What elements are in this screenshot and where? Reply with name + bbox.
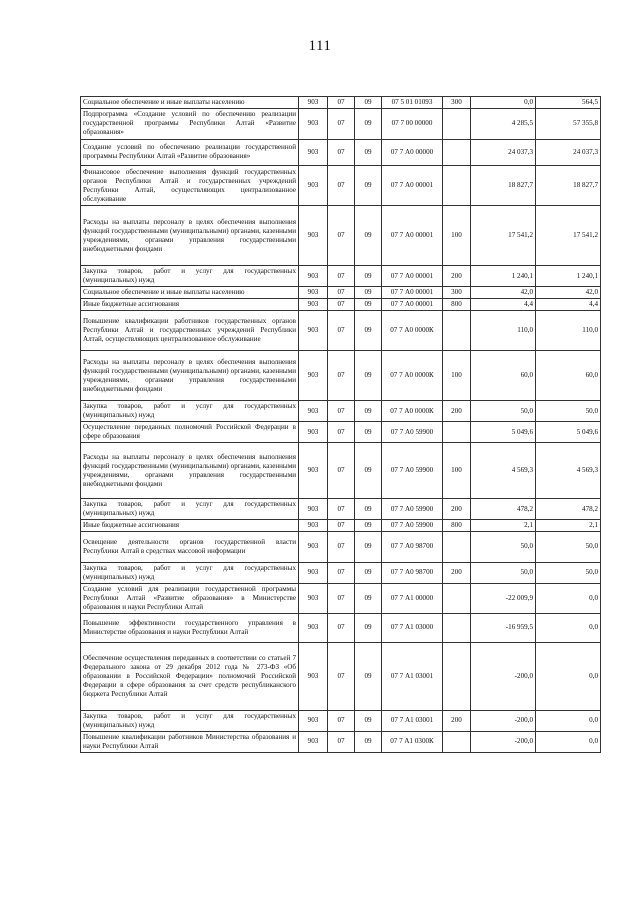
target-article-cell: 07 7 А0 59900 [382, 443, 443, 499]
amount-first-cell: 60,0 [471, 351, 536, 401]
section-code-cell: 07 [328, 401, 355, 422]
section-code-cell: 07 [328, 532, 355, 563]
amount-second-cell: 0,0 [536, 583, 601, 614]
amount-second-cell: 0,0 [536, 614, 601, 643]
row-name-cell: Создание условий по обеспечению реализации государственной программы Республики Алтай «Развитие образования» [81, 139, 299, 166]
amount-second-cell: 60,0 [536, 351, 601, 401]
amount-second-cell: 4,4 [536, 299, 601, 311]
row-name-cell: Осуществление переданных полномочий Российской Федерации в сфере образования [81, 422, 299, 443]
subsection-code-cell: 09 [355, 266, 382, 287]
expense-type-cell: 100 [443, 443, 471, 499]
amount-first-cell: -200,0 [471, 731, 536, 752]
target-article-cell: 07 7 А0 0000К [382, 401, 443, 422]
section-code-cell: 07 [328, 206, 355, 266]
table-row [81, 443, 601, 499]
table-row [81, 97, 601, 109]
table-row [81, 562, 601, 583]
amount-second-cell: 0,0 [536, 731, 601, 752]
section-code-cell: 07 [328, 562, 355, 583]
amount-second-cell: 4 569,3 [536, 443, 601, 499]
subsection-code-cell: 09 [355, 443, 382, 499]
subsection-code-cell: 09 [355, 206, 382, 266]
target-article-cell: 07 7 А0 0000К [382, 311, 443, 351]
ministry-code-cell: 903 [299, 97, 328, 109]
amount-second-cell: 0,0 [536, 710, 601, 731]
table-row [81, 583, 601, 614]
row-name-cell: Закупка товаров, работ и услуг для государственных (муниципальных) нужд [81, 401, 299, 422]
amount-first-cell: 110,0 [471, 311, 536, 351]
target-article-cell: 07 7 А0 00001 [382, 166, 443, 206]
amount-first-cell: 17 541,2 [471, 206, 536, 266]
section-code-cell: 07 [328, 139, 355, 166]
amount-first-cell: 4 569,3 [471, 443, 536, 499]
table-row [81, 731, 601, 752]
table-row [81, 499, 601, 520]
subsection-code-cell: 09 [355, 97, 382, 109]
target-article-cell: 07 7 А1 0300К [382, 731, 443, 752]
target-article-cell: 07 7 00 00000 [382, 109, 443, 140]
ministry-code-cell: 903 [299, 109, 328, 140]
subsection-code-cell: 09 [355, 520, 382, 532]
ministry-code-cell: 903 [299, 299, 328, 311]
ministry-code-cell: 903 [299, 731, 328, 752]
ministry-code-cell: 903 [299, 351, 328, 401]
row-name-cell: Закупка товаров, работ и услуг для государственных (муниципальных) нужд [81, 266, 299, 287]
ministry-code-cell: 903 [299, 422, 328, 443]
amount-first-cell: 50,0 [471, 532, 536, 563]
amount-second-cell: 0,0 [536, 642, 601, 710]
expense-type-cell: 200 [443, 499, 471, 520]
table-row [81, 311, 601, 351]
subsection-code-cell: 09 [355, 311, 382, 351]
expense-type-cell: 200 [443, 401, 471, 422]
subsection-code-cell: 09 [355, 710, 382, 731]
amount-first-cell: 478,2 [471, 499, 536, 520]
section-code-cell: 07 [328, 266, 355, 287]
expense-type-cell [443, 109, 471, 140]
amount-first-cell: -22 009,9 [471, 583, 536, 614]
amount-first-cell: 2,1 [471, 520, 536, 532]
section-code-cell: 07 [328, 109, 355, 140]
target-article-cell: 07 7 А0 00001 [382, 299, 443, 311]
subsection-code-cell: 09 [355, 109, 382, 140]
target-article-cell: 07 7 А0 59900 [382, 422, 443, 443]
target-article-cell: 07 7 А0 00001 [382, 206, 443, 266]
subsection-code-cell: 09 [355, 614, 382, 643]
amount-second-cell: 50,0 [536, 562, 601, 583]
expense-type-cell: 200 [443, 266, 471, 287]
section-code-cell: 07 [328, 710, 355, 731]
table-row [81, 299, 601, 311]
subsection-code-cell: 09 [355, 499, 382, 520]
amount-second-cell: 478,2 [536, 499, 601, 520]
section-code-cell: 07 [328, 443, 355, 499]
expense-type-cell: 800 [443, 299, 471, 311]
expense-type-cell [443, 731, 471, 752]
expense-type-cell: 100 [443, 351, 471, 401]
section-code-cell: 07 [328, 614, 355, 643]
ministry-code-cell: 903 [299, 532, 328, 563]
section-code-cell: 07 [328, 422, 355, 443]
table-row [81, 287, 601, 299]
section-code-cell: 07 [328, 351, 355, 401]
section-code-cell: 07 [328, 731, 355, 752]
target-article-cell: 07 7 А0 98700 [382, 562, 443, 583]
target-article-cell: 07 7 А0 00001 [382, 266, 443, 287]
expense-type-cell [443, 642, 471, 710]
ministry-code-cell: 903 [299, 642, 328, 710]
target-article-cell: 07 7 А1 03001 [382, 710, 443, 731]
expense-type-cell [443, 311, 471, 351]
ministry-code-cell: 903 [299, 206, 328, 266]
target-article-cell: 07 7 А0 00001 [382, 287, 443, 299]
amount-first-cell: 42,0 [471, 287, 536, 299]
section-code-cell: 07 [328, 97, 355, 109]
amount-first-cell: 18 827,7 [471, 166, 536, 206]
table-row [81, 642, 601, 710]
target-article-cell: 07 7 А0 0000К [382, 351, 443, 401]
table-row [81, 351, 601, 401]
row-name-cell: Освещение деятельности органов государственной власти Республики Алтай в средствах массовой информации [81, 532, 299, 563]
table-row [81, 139, 601, 166]
amount-second-cell: 17 541,2 [536, 206, 601, 266]
target-article-cell: 07 7 А1 00000 [382, 583, 443, 614]
amount-first-cell: 4,4 [471, 299, 536, 311]
ministry-code-cell: 903 [299, 614, 328, 643]
table-row [81, 401, 601, 422]
row-name-cell: Иные бюджетные ассигнования [81, 299, 299, 311]
subsection-code-cell: 09 [355, 422, 382, 443]
table-row [81, 532, 601, 563]
amount-second-cell: 110,0 [536, 311, 601, 351]
subsection-code-cell: 09 [355, 532, 382, 563]
target-article-cell: 07 5 01 01093 [382, 97, 443, 109]
amount-second-cell: 42,0 [536, 287, 601, 299]
expense-type-cell [443, 614, 471, 643]
section-code-cell: 07 [328, 311, 355, 351]
amount-second-cell: 24 037,3 [536, 139, 601, 166]
section-code-cell: 07 [328, 287, 355, 299]
table-row [81, 710, 601, 731]
section-code-cell: 07 [328, 583, 355, 614]
row-name-cell: Расходы на выплаты персоналу в целях обеспечения выполнения функций государственными (муниципальными) органами, казенными учреждениями, органами управления государственными внебюджетными фондами [81, 206, 299, 266]
target-article-cell: 07 7 А1 03001 [382, 642, 443, 710]
ministry-code-cell: 903 [299, 266, 328, 287]
ministry-code-cell: 903 [299, 562, 328, 583]
expense-type-cell: 200 [443, 710, 471, 731]
budget-table [80, 96, 601, 753]
ministry-code-cell: 903 [299, 139, 328, 166]
target-article-cell: 07 7 А0 59900 [382, 520, 443, 532]
subsection-code-cell: 09 [355, 299, 382, 311]
table-row [81, 422, 601, 443]
row-name-cell: Закупка товаров, работ и услуг для государственных (муниципальных) нужд [81, 562, 299, 583]
expense-type-cell [443, 532, 471, 563]
row-name-cell: Закупка товаров, работ и услуг для государственных (муниципальных) нужд [81, 710, 299, 731]
table-row [81, 206, 601, 266]
expense-type-cell: 800 [443, 520, 471, 532]
amount-first-cell: 50,0 [471, 401, 536, 422]
row-name-cell: Закупка товаров, работ и услуг для государственных (муниципальных) нужд [81, 499, 299, 520]
ministry-code-cell: 903 [299, 520, 328, 532]
row-name-cell: Подпрограмма «Создание условий по обеспечению реализации государственной программы Республики Алтай «Развитие образования» [81, 109, 299, 140]
expense-type-cell [443, 583, 471, 614]
amount-first-cell: 0,0 [471, 97, 536, 109]
row-name-cell: Повышение эффективности государственного управления в Министерстве образования и науки Республики Алтай [81, 614, 299, 643]
amount-first-cell: 5 049,6 [471, 422, 536, 443]
expense-type-cell [443, 166, 471, 206]
section-code-cell: 07 [328, 166, 355, 206]
ministry-code-cell: 903 [299, 287, 328, 299]
amount-second-cell: 18 827,7 [536, 166, 601, 206]
subsection-code-cell: 09 [355, 139, 382, 166]
expense-type-cell: 300 [443, 287, 471, 299]
row-name-cell: Повышение квалификации работников государственных органов Республики Алтай и государственных учреждений Республики Алтай, осуществляющих централизованное обслуживание [81, 311, 299, 351]
table-row [81, 166, 601, 206]
amount-second-cell: 2,1 [536, 520, 601, 532]
row-name-cell: Расходы на выплаты персоналу в целях обеспечения выполнения функций государственными (муниципальными) органами, казенными учреждениями, органами управления государственными внебюджетными фондами [81, 351, 299, 401]
expense-type-cell [443, 139, 471, 166]
target-article-cell: 07 7 А0 98700 [382, 532, 443, 563]
row-name-cell: Социальное обеспечение и иные выплаты населению [81, 97, 299, 109]
subsection-code-cell: 09 [355, 562, 382, 583]
amount-first-cell: -200,0 [471, 642, 536, 710]
amount-second-cell: 5 049,6 [536, 422, 601, 443]
ministry-code-cell: 903 [299, 499, 328, 520]
row-name-cell: Социальное обеспечение и иные выплаты населению [81, 287, 299, 299]
row-name-cell: Обеспечение осуществления переданных в соответствии со статьей 7 Федерального закона от 29 декабря 2012 года № 273-ФЗ «Об образовании в Российской Федерации» полномочий Российской Федерации в сфере образования за счет средств республиканского бюджета Республики Алтай [81, 642, 299, 710]
ministry-code-cell: 903 [299, 443, 328, 499]
page-number: 111 [308, 38, 332, 54]
ministry-code-cell: 903 [299, 166, 328, 206]
amount-first-cell: 4 285,5 [471, 109, 536, 140]
ministry-code-cell: 903 [299, 710, 328, 731]
amount-second-cell: 1 240,1 [536, 266, 601, 287]
table-row [81, 109, 601, 140]
target-article-cell: 07 7 А0 59900 [382, 499, 443, 520]
subsection-code-cell: 09 [355, 166, 382, 206]
table-row [81, 266, 601, 287]
subsection-code-cell: 09 [355, 583, 382, 614]
subsection-code-cell: 09 [355, 351, 382, 401]
section-code-cell: 07 [328, 299, 355, 311]
amount-second-cell: 564,5 [536, 97, 601, 109]
section-code-cell: 07 [328, 520, 355, 532]
subsection-code-cell: 09 [355, 287, 382, 299]
amount-first-cell: -16 959,5 [471, 614, 536, 643]
target-article-cell: 07 7 А1 03000 [382, 614, 443, 643]
amount-first-cell: 24 037,3 [471, 139, 536, 166]
subsection-code-cell: 09 [355, 401, 382, 422]
amount-second-cell: 50,0 [536, 401, 601, 422]
amount-second-cell: 57 355,8 [536, 109, 601, 140]
amount-first-cell: -200,0 [471, 710, 536, 731]
expense-type-cell: 100 [443, 206, 471, 266]
table-row [81, 520, 601, 532]
expense-type-cell [443, 422, 471, 443]
row-name-cell: Финансовое обеспечение выполнения функций государственных органов Республики Алтай и государственных учреждений Республики Алтай, осуществляющих централизованное обслуживание [81, 166, 299, 206]
ministry-code-cell: 903 [299, 583, 328, 614]
row-name-cell: Иные бюджетные ассигнования [81, 520, 299, 532]
row-name-cell: Повышение квалификации работников Министерства образования и науки Республики Алтай [81, 731, 299, 752]
ministry-code-cell: 903 [299, 311, 328, 351]
section-code-cell: 07 [328, 499, 355, 520]
amount-first-cell: 1 240,1 [471, 266, 536, 287]
subsection-code-cell: 09 [355, 642, 382, 710]
amount-first-cell: 50,0 [471, 562, 536, 583]
ministry-code-cell: 903 [299, 401, 328, 422]
expense-type-cell: 200 [443, 562, 471, 583]
row-name-cell: Создание условий для реализации государственной программы Республики Алтай «Развитие образования» в Министерстве образования и науки Республики Алтай [81, 583, 299, 614]
expense-type-cell: 300 [443, 97, 471, 109]
subsection-code-cell: 09 [355, 731, 382, 752]
amount-second-cell: 50,0 [536, 532, 601, 563]
target-article-cell: 07 7 А0 00000 [382, 139, 443, 166]
table-row [81, 614, 601, 643]
section-code-cell: 07 [328, 642, 355, 710]
row-name-cell: Расходы на выплаты персоналу в целях обеспечения выполнения функций государственными (муниципальными) органами, казенными учреждениями, органами управления государственными внебюджетными фондами [81, 443, 299, 499]
